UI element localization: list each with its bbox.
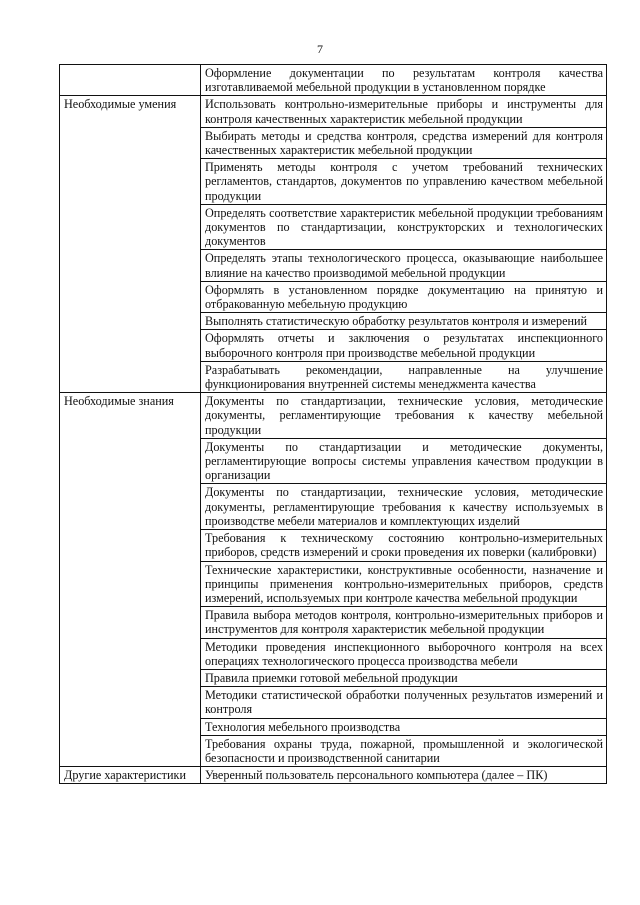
table-row bbox=[60, 96, 607, 127]
requirement-cell: Уверенный пользователь персонального компьютера (далее – ПК) bbox=[201, 767, 607, 784]
requirement-cell: Технические характеристики, конструктивные особенности, назначение и принципы применения контрольно-измерительных приборов, средств измерений, используемых при контроле качества мебельной продукции bbox=[201, 561, 607, 607]
requirement-cell: Правила выбора методов контроля, контрольно-измерительных приборов и инструментов для контроля характеристик мебельной продукции bbox=[201, 607, 607, 638]
requirement-cell: Использовать контрольно-измерительные приборы и инструменты для контроля качественных характеристик мебельной продукции bbox=[201, 96, 607, 127]
requirement-cell: Оформлять в установленном порядке документацию на принятую и отбракованную мебельную продукцию bbox=[201, 281, 607, 312]
row-label: Необходимые умения bbox=[60, 96, 201, 393]
table-body bbox=[60, 65, 607, 784]
requirement-cell: Требования охраны труда, пожарной, промышленной и экологической безопасности и производственной санитарии bbox=[201, 735, 607, 766]
table-row bbox=[60, 393, 607, 439]
requirement-cell: Выполнять статистическую обработку результатов контроля и измерений bbox=[201, 313, 607, 330]
requirement-cell: Технология мебельного производства bbox=[201, 718, 607, 735]
competency-table bbox=[59, 64, 607, 784]
requirement-cell: Оформлять отчеты и заключения о результатах инспекционного выборочного контроля при производстве мебельной продукции bbox=[201, 330, 607, 361]
requirement-cell: Применять методы контроля с учетом требований технических регламентов, стандартов, документов по управлению качеством мебельной продукции bbox=[201, 159, 607, 205]
requirement-cell: Методики проведения инспекционного выборочного контроля на всех операциях технологического процесса производства мебели bbox=[201, 638, 607, 669]
requirement-cell: Определять соответствие характеристик мебельной продукции требованиям документов по стандартизации, конструкторских и технологических документов bbox=[201, 204, 607, 250]
table-row bbox=[60, 65, 607, 96]
requirement-cell: Правила приемки готовой мебельной продукции bbox=[201, 669, 607, 686]
requirement-cell: Требования к техническому состоянию контрольно-измерительных приборов, средств измерений и сроки проведения их поверки (калибровки) bbox=[201, 530, 607, 561]
requirement-cell: Определять этапы технологического процесса, оказывающие наибольшее влияние на качество производимой мебельной продукции bbox=[201, 250, 607, 281]
row-label bbox=[60, 65, 201, 96]
requirement-cell: Разрабатывать рекомендации, направленные на улучшение функционирования внутренней системы менеджмента качества bbox=[201, 361, 607, 392]
requirement-cell: Методики статистической обработки полученных результатов измерений и контроля bbox=[201, 687, 607, 718]
requirement-cell: Документы по стандартизации, технические условия, методические документы, регламентирующие требования к качеству используемых в производстве мебели материалов и комплектующих изделий bbox=[201, 484, 607, 530]
row-label: Другие характеристики bbox=[60, 767, 201, 784]
requirement-cell: Документы по стандартизации и методические документы, регламентирующие вопросы системы управления качеством продукции в организации bbox=[201, 438, 607, 484]
requirement-cell: Выбирать методы и средства контроля, средства измерений для контроля качественных характеристик мебельной продукции bbox=[201, 127, 607, 158]
requirement-cell: Документы по стандартизации, технические условия, методические документы, регламентирующие требования к качеству мебельной продукции bbox=[201, 393, 607, 439]
row-label: Необходимые знания bbox=[60, 393, 201, 767]
requirement-cell: Оформление документации по результатам контроля качества изготавливаемой мебельной продукции в установленном порядке bbox=[201, 65, 607, 96]
table-row bbox=[60, 767, 607, 784]
page-number: 7 bbox=[317, 42, 323, 56]
